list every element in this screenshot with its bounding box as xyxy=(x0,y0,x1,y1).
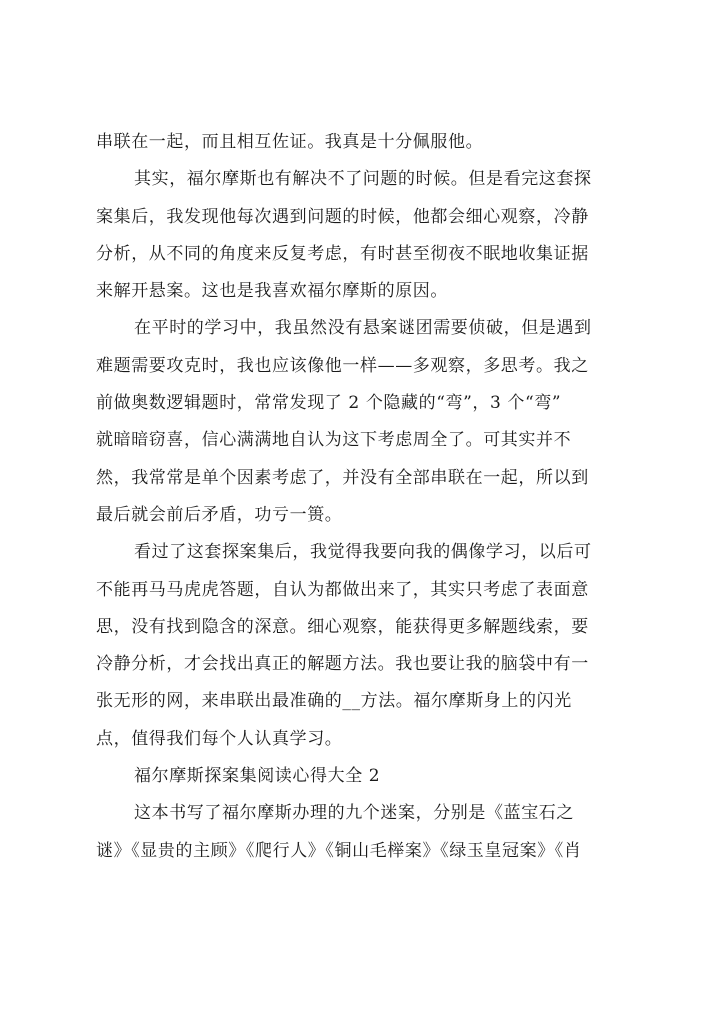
text-line: 然，我常常是单个因素考虑了，并没有全部串联在一起，所以到 xyxy=(96,467,589,488)
text-line: 最后就会前后矛盾，功亏一篑。 xyxy=(96,504,343,525)
body-text xyxy=(96,124,636,870)
text-line: 串联在一起，而且相互佐证。我真是十分佩服他。 xyxy=(96,132,484,152)
text-line: 难题需要攻克时，我也应该像他一样——多观察，多思考。我之 xyxy=(96,355,589,376)
text-line: 其实，福尔摩斯也有解决不了问题的时候。但是看完这套探 xyxy=(134,169,592,190)
text-line: 就暗暗窃喜，信心满满地自认为这下考虑周全了。可其实并不 xyxy=(96,430,572,451)
text-line: 前做奥数逻辑题时，常常发现了 2 个隐藏的“弯”，3 个“弯” xyxy=(96,393,562,414)
text-line: 在平时的学习中，我虽然没有悬案谜团需要侦破，但是遇到 xyxy=(134,318,592,339)
text-line: 不能再马马虎虎答题，自认为都做出来了，其实只考虑了表面意 xyxy=(96,579,589,600)
text-line: 来解开悬案。这也是我喜欢福尔摩斯的原因。 xyxy=(96,281,448,302)
text-line: 张无形的网，来串联出最准确的__方法。福尔摩斯身上的闪光 xyxy=(96,691,572,712)
text-line: 分析，从不同的角度来反复考虑，有时甚至彻夜不眠地收集证据 xyxy=(96,243,589,264)
text-line: 思，没有找到隐含的深意。细心观察，能获得更多解题线索，要 xyxy=(96,616,589,637)
text-line: 点，值得我们每个人认真学习。 xyxy=(96,728,343,749)
section-heading: 福尔摩斯探案集阅读心得大全 2 xyxy=(134,766,381,787)
text-line: 这本书写了福尔摩斯办理的九个迷案，分别是《蓝宝石之 xyxy=(134,803,574,824)
text-line: 案集后，我发现他每次遇到问题的时候，他都会细心观察，冷静 xyxy=(96,206,589,227)
text-line: 看过了这套探案集后，我觉得我要向我的偶像学习，以后可 xyxy=(134,542,592,563)
text-line: 冷静分析，才会找出真正的解题方法。我也要让我的脑袋中有一 xyxy=(96,654,589,675)
text-line: 谜》《显贵的主顾》《爬行人》《铜山毛榉案》《绿玉皇冠案》《肖 xyxy=(96,840,582,861)
